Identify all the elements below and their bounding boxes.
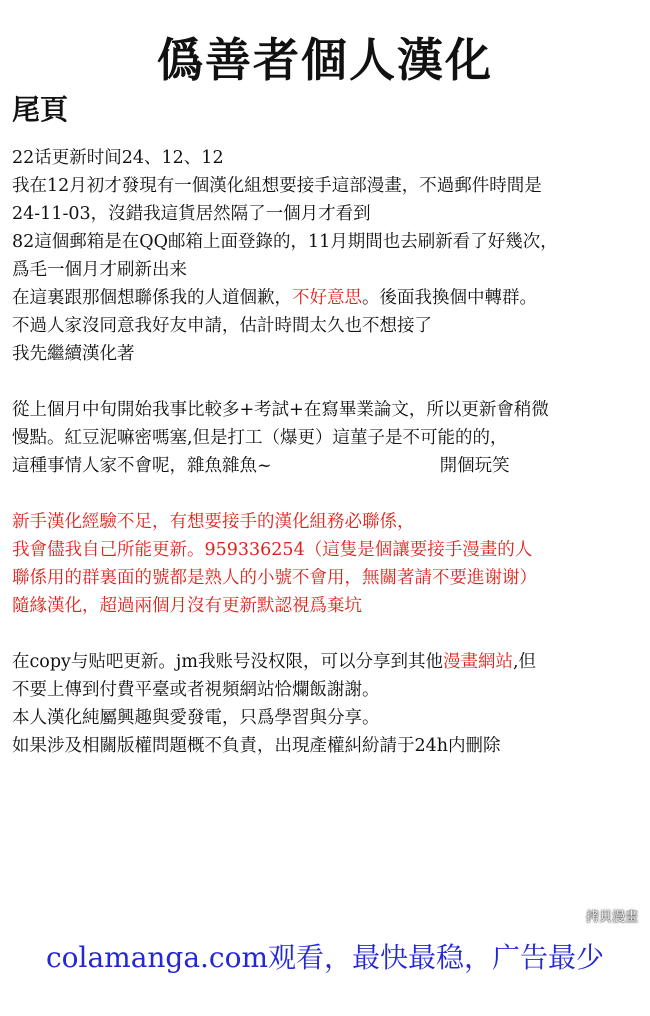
text-line: 本人漢化純屬興趣與愛發電，只爲學習與分享。: [12, 708, 380, 728]
text-segment: 在這裏跟那個想聯係我的人道個歉，: [12, 288, 292, 308]
text-line: 我先繼續漢化著: [12, 344, 135, 364]
notes-body: [12, 144, 642, 760]
text-line: 82這個郵箱是在QQ邮箱上面登錄的，11月期間也去刷新看了好幾次，: [12, 232, 558, 252]
text-segment: 開個玩笑: [439, 456, 510, 476]
recruit-line: 聯係用的群裏面的號都是熟人的小號不會用，無關著請不要進谢谢）: [12, 568, 537, 588]
manga-site-highlight: 漫畫網站: [442, 652, 513, 672]
text-segment: 。後面我換個中轉群。: [362, 288, 537, 308]
joke-line: [12, 452, 642, 480]
text-line: 我在12月初才發現有一個漢化組想要接手這部漫畫，不過郵件時間是: [12, 176, 542, 196]
copyright-line: 如果涉及相關版權問題概不負責，出現產權糾紛請于24h内刪除: [12, 736, 501, 756]
text-line: 不要上傳到付費平臺或者視頻網站恰爛飯謝謝。: [12, 680, 380, 700]
spacer: [12, 620, 642, 648]
text-line: 從上個月中旬開始我事比較多+考試+在寫畢業論文，所以更新會稍微: [12, 400, 549, 420]
text-line: 慢點。紅豆泥嘛密嗎塞,但是打工（爆更）這菫子是不可能的的，: [12, 428, 508, 448]
text-line: 爲毛一個月才刷新出来: [12, 260, 187, 280]
text-segment: ,但: [512, 652, 537, 672]
spacer: [12, 480, 642, 508]
text-segment: 這種事情人家不會呢，雜魚雜魚~: [12, 456, 272, 476]
apology-line: [12, 284, 642, 312]
footer-banner: colamanga.com观看，最快最稳，广告最少: [45, 941, 605, 974]
sharing-line: [12, 648, 642, 676]
apology-highlight: 不好意思: [292, 288, 362, 308]
recruit-line: 新手漢化經驗不足，有想要接手的漢化組務必聯係，: [12, 512, 415, 532]
watermark-logo: 拷貝漫畫: [585, 910, 638, 925]
update-date-line: 22话更新时间24、12、12: [12, 148, 224, 168]
page-subtitle: 尾頁: [12, 93, 69, 126]
text-segment: 在copy与贴吧更新。jm我账号没权限，可以分享到其他: [12, 652, 443, 672]
text-line: 24-11-03，沒錯我這貨居然隔了一個月才看到: [12, 204, 371, 224]
text-line: 不過人家沒同意我好友申請，估計時間太久也不想接了: [12, 316, 432, 336]
spacer: [12, 368, 642, 396]
recruit-line: 隨緣漢化，超過兩個月沒有更新默認視爲棄坑: [12, 596, 362, 616]
page-title: 僞善者個人漢化: [157, 33, 493, 87]
recruit-line: 我會儘我自己所能更新。959336254（這隻是個讓要接手漫畫的人: [12, 540, 533, 560]
